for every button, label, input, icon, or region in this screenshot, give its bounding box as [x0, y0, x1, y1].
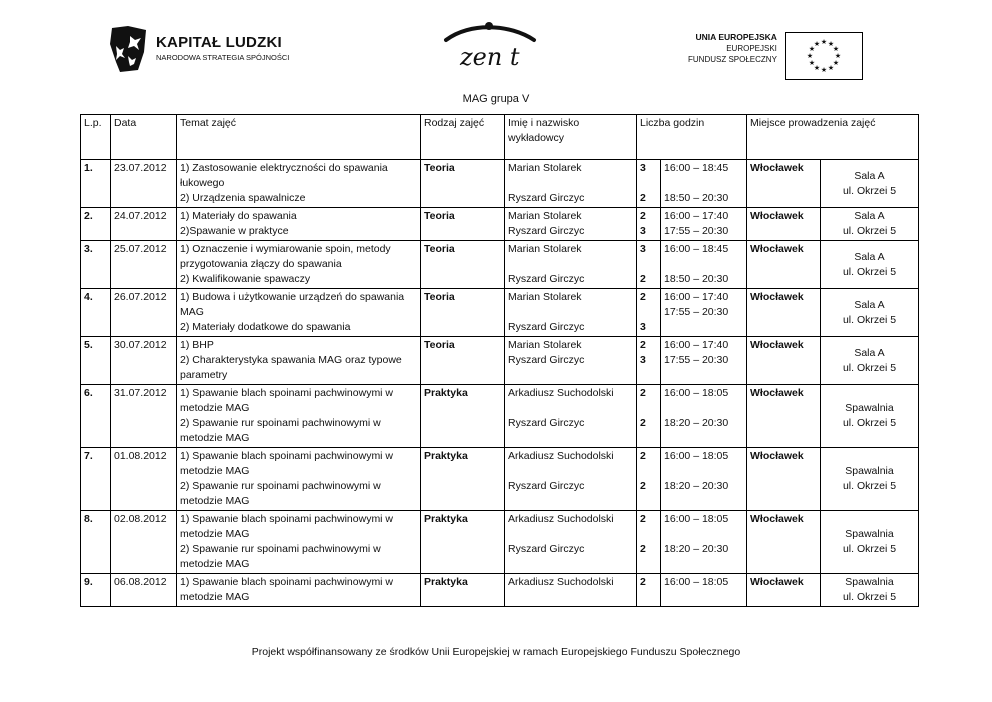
header-hours: Liczba godzin	[637, 115, 747, 160]
cell-lecturer: Arkadiusz Suchodolski	[505, 574, 637, 607]
cell-hours: 2 3	[637, 289, 661, 337]
cell-topic: 1) Spawanie blach spoinami pachwinowymi w metodzie MAG 2) Spawanie rur spoinami pachwinowymi w metodzie MAG	[177, 385, 421, 448]
cell-room: Spawalnia ul. Okrzei 5	[821, 574, 919, 607]
cell-time: 16:00 – 18:05 18:20 – 20:30	[661, 385, 747, 448]
cell-lp: 2.	[81, 208, 111, 241]
table-row	[81, 511, 919, 574]
ue-efs-logo	[688, 32, 863, 80]
svg-text:★: ★	[813, 40, 821, 48]
cell-city: Włocławek	[747, 208, 821, 241]
table-header-row	[81, 115, 919, 160]
cell-type: Praktyka	[421, 511, 505, 574]
cell-room: Sala A ul. Okrzei 5	[821, 337, 919, 385]
cell-date: 31.07.2012	[111, 385, 177, 448]
cell-hours: 2 2	[637, 385, 661, 448]
cell-lecturer: Arkadiusz Suchodolski Ryszard Girczyc	[505, 385, 637, 448]
cell-time: 16:00 – 18:05 18:20 – 20:30	[661, 448, 747, 511]
cell-room: Sala A ul. Okrzei 5	[821, 208, 919, 241]
cell-city: Włocławek	[747, 385, 821, 448]
cell-city: Włocławek	[747, 448, 821, 511]
zenit-logo	[440, 18, 540, 81]
cell-lp: 3.	[81, 241, 111, 289]
cell-lp: 9.	[81, 574, 111, 607]
cell-hours: 3 2	[637, 241, 661, 289]
cell-date: 02.08.2012	[111, 511, 177, 574]
cell-room: Spawalnia ul. Okrzei 5	[821, 385, 919, 448]
cell-lp: 1.	[81, 160, 111, 208]
cell-type: Teoria	[421, 289, 505, 337]
cell-city: Włocławek	[747, 241, 821, 289]
kapital-ludzki-title: KAPITAŁ LUDZKI	[156, 34, 282, 51]
cell-city: Włocławek	[747, 574, 821, 607]
footer-text: Projekt współfinansowany ze środków Unii Europejskiej w ramach Europejskiego Funduszu Społecznego	[251, 646, 741, 658]
cell-type: Praktyka	[421, 385, 505, 448]
cell-hours: 3 2	[637, 160, 661, 208]
cell-room: Spawalnia ul. Okrzei 5	[821, 511, 919, 574]
svg-text:★: ★	[827, 40, 835, 48]
table-row	[81, 448, 919, 511]
cell-hours: 2 2	[637, 448, 661, 511]
cell-hours: 2	[637, 574, 661, 607]
cell-lecturer: Marian Stolarek Ryszard Girczyc	[505, 241, 637, 289]
cell-hours: 2 3	[637, 337, 661, 385]
cell-lp: 8.	[81, 511, 111, 574]
svg-text:★: ★	[813, 64, 821, 72]
table-row	[81, 337, 919, 385]
svg-text:★: ★	[806, 52, 814, 60]
svg-text:★: ★	[832, 45, 840, 53]
svg-text:★: ★	[827, 64, 835, 72]
cell-date: 24.07.2012	[111, 208, 177, 241]
cell-time: 16:00 – 17:40 17:55 – 20:30	[661, 337, 747, 385]
cell-city: Włocławek	[747, 511, 821, 574]
cell-topic: 1) Spawanie blach spoinami pachwinowymi w metodzie MAG 2) Spawanie rur spoinami pachwinowymi w metodzie MAG	[177, 448, 421, 511]
table-row	[81, 160, 919, 208]
cell-type: Praktyka	[421, 448, 505, 511]
table-row	[81, 385, 919, 448]
cell-time: 16:00 – 18:05 18:20 – 20:30	[661, 511, 747, 574]
cell-time: 16:00 – 18:05	[661, 574, 747, 607]
ue-line-1: UNIA EUROPEJSKA	[695, 32, 777, 42]
kapital-ludzki-emblem-icon	[108, 22, 150, 74]
cell-lp: 4.	[81, 289, 111, 337]
cell-date: 23.07.2012	[111, 160, 177, 208]
cell-topic: 1) Zastosowanie elektryczności do spawania łukowego 2) Urządzenia spawalnicze	[177, 160, 421, 208]
cell-lecturer: Arkadiusz Suchodolski Ryszard Girczyc	[505, 448, 637, 511]
cell-room: Sala A ul. Okrzei 5	[821, 241, 919, 289]
cell-date: 06.08.2012	[111, 574, 177, 607]
cell-room: Sala A ul. Okrzei 5	[821, 289, 919, 337]
table-row	[81, 574, 919, 607]
table-row	[81, 289, 919, 337]
cell-time: 16:00 – 17:40 17:55 – 20:30	[661, 208, 747, 241]
cell-lp: 7.	[81, 448, 111, 511]
cell-city: Włocławek	[747, 337, 821, 385]
cell-date: 01.08.2012	[111, 448, 177, 511]
cell-room: Sala A ul. Okrzei 5	[821, 160, 919, 208]
cell-type: Teoria	[421, 208, 505, 241]
svg-text:★: ★	[834, 52, 842, 60]
page-title: MAG grupa V	[462, 93, 530, 105]
schedule-table	[80, 114, 919, 607]
svg-text:★: ★	[808, 45, 816, 53]
header-lp: L.p.	[81, 115, 111, 160]
cell-lecturer: Marian Stolarek Ryszard Girczyc	[505, 208, 637, 241]
eu-flag-icon	[785, 32, 863, 80]
zenit-logo-icon	[440, 18, 540, 76]
cell-lp: 5.	[81, 337, 111, 385]
cell-date: 30.07.2012	[111, 337, 177, 385]
header-place: Miejsce prowadzenia zajęć	[747, 115, 919, 160]
cell-time: 16:00 – 18:45 18:50 – 20:30	[661, 241, 747, 289]
ue-line-2: EUROPEJSKI	[726, 44, 777, 53]
cell-date: 26.07.2012	[111, 289, 177, 337]
kapital-ludzki-subtitle: NARODOWA STRATEGIA SPÓJNOŚCI	[156, 53, 290, 62]
header-date: Data	[111, 115, 177, 160]
cell-date: 25.07.2012	[111, 241, 177, 289]
header-lecturer: Imię i nazwisko wykładowcy	[505, 115, 637, 160]
cell-topic: 1) Spawanie blach spoinami pachwinowymi w metodzie MAG 2) Spawanie rur spoinami pachwinowymi w metodzie MAG	[177, 511, 421, 574]
cell-topic: 1) Spawanie blach spoinami pachwinowymi w metodzie MAG	[177, 574, 421, 607]
cell-city: Włocławek	[747, 160, 821, 208]
cell-room: Spawalnia ul. Okrzei 5	[821, 448, 919, 511]
table-row	[81, 208, 919, 241]
cell-topic: 1) Budowa i użytkowanie urządzeń do spawania MAG 2) Materiały dodatkowe do spawania	[177, 289, 421, 337]
cell-lecturer: Marian Stolarek Ryszard Girczyc	[505, 337, 637, 385]
svg-text:★: ★	[820, 38, 828, 46]
cell-lecturer: Arkadiusz Suchodolski Ryszard Girczyc	[505, 511, 637, 574]
cell-lp: 6.	[81, 385, 111, 448]
cell-lecturer: Marian Stolarek Ryszard Girczyc	[505, 160, 637, 208]
ue-line-3: FUNDUSZ SPOŁECZNY	[688, 55, 777, 64]
zenit-logo-text: zen t	[460, 43, 520, 71]
cell-time: 16:00 – 18:45 18:50 – 20:30	[661, 160, 747, 208]
cell-city: Włocławek	[747, 289, 821, 337]
cell-type: Teoria	[421, 160, 505, 208]
header-type: Rodzaj zajęć	[421, 115, 505, 160]
cell-topic: 1) Oznaczenie i wymiarowanie spoin, metody przygotowania złączy do spawania 2) Kwalifikowanie spawaczy	[177, 241, 421, 289]
cell-type: Teoria	[421, 241, 505, 289]
cell-hours: 2 2	[637, 511, 661, 574]
svg-text:★: ★	[820, 66, 828, 74]
svg-text:★: ★	[808, 59, 816, 67]
cell-topic: 1) BHP 2) Charakterystyka spawania MAG oraz typowe parametry	[177, 337, 421, 385]
cell-type: Praktyka	[421, 574, 505, 607]
cell-hours: 2 3	[637, 208, 661, 241]
table-row	[81, 241, 919, 289]
kapital-ludzki-logo	[108, 22, 289, 74]
cell-type: Teoria	[421, 337, 505, 385]
cell-lecturer: Marian Stolarek Ryszard Girczyc	[505, 289, 637, 337]
cell-time: 16:00 – 17:40 17:55 – 20:30	[661, 289, 747, 337]
header-topic: Temat zajęć	[177, 115, 421, 160]
cell-topic: 1) Materiały do spawania 2)Spawanie w praktyce	[177, 208, 421, 241]
svg-text:★: ★	[832, 59, 840, 67]
